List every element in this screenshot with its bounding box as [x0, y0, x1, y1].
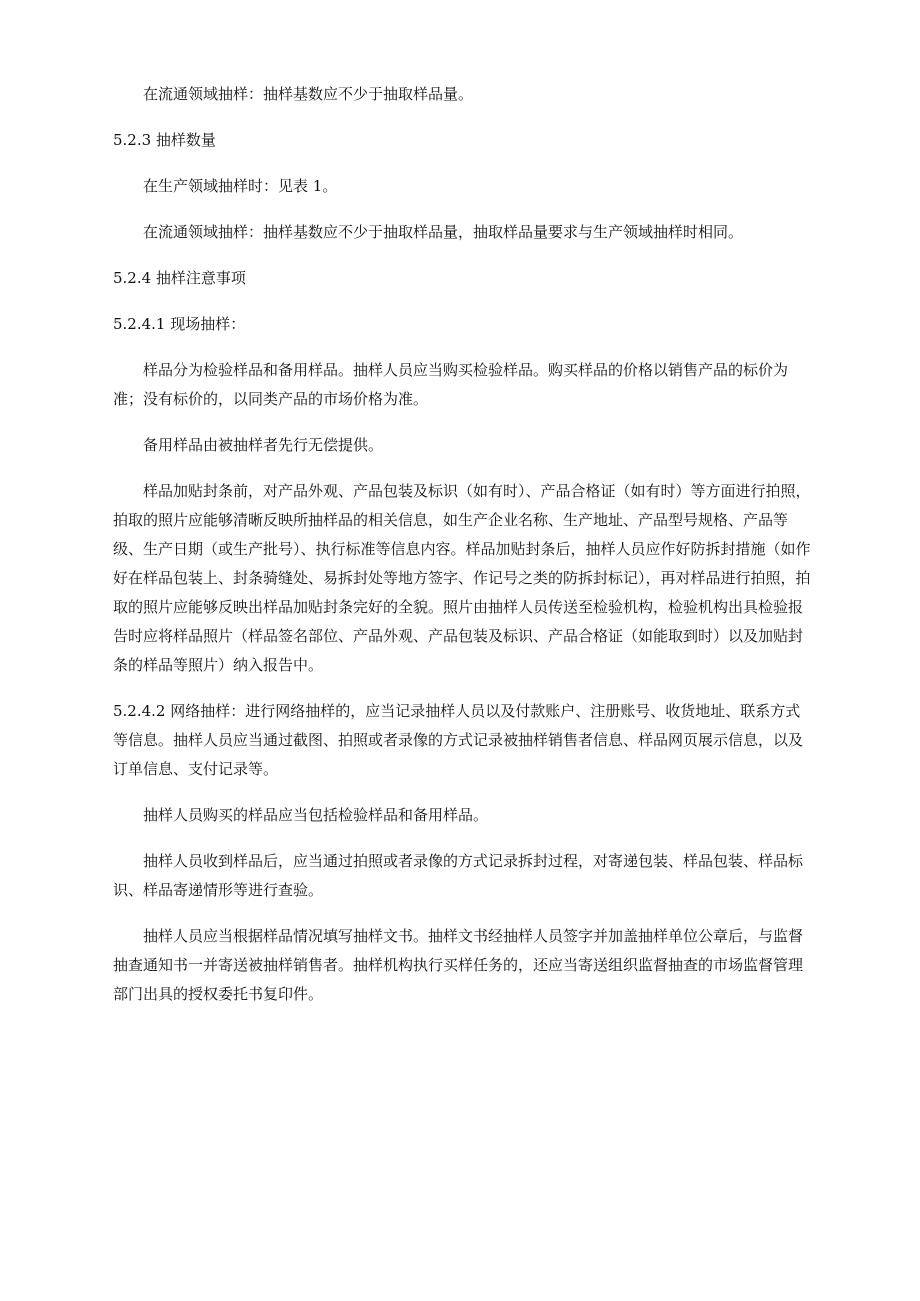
- section-5-2-4-2-online-sampling: 5.2.4.2 网络抽样：进行网络抽样的，应当记录抽样人员以及付款账户、注册账号、收货地址、联系方式等信息。抽样人员应当通过截图、拍照或者录像的方式记录被抽样销售者信息、样品网页展示信息，以及订单信息、支付记录等。: [113, 702, 804, 778]
- section-heading-5-2-4-1: 5.2.4.1 现场抽样：: [113, 315, 246, 333]
- paragraph-circulation-sampling-quantity: 在流通领域抽样：抽样基数应不少于抽取样品量，抽取样品量要求与生产领域抽样时相同。: [143, 223, 744, 241]
- section-heading-5-2-4: 5.2.4 抽样注意事项: [113, 269, 246, 287]
- paragraph-circulation-sampling-base: 在流通领域抽样：抽样基数应不少于抽取样品量。: [143, 85, 474, 103]
- paragraph-production-sampling-table: 在生产领域抽样时：见表 1。: [143, 177, 338, 195]
- paragraph-purchased-samples: 抽样人员购买的样品应当包括检验样品和备用样品。: [143, 806, 489, 824]
- paragraph-backup-samples: 备用样品由被抽样者先行无偿提供。: [143, 436, 384, 454]
- paragraph-sampling-documents: 抽样人员应当根据样品情况填写抽样文书。抽样文书经抽样人员签字并加盖抽样单位公章后，与监督抽查通知书一并寄送被抽样销售者。抽样机构执行买样任务的，还应当寄送组织监督抽查的市场监督管理部门出具的授权委托书复印件。: [113, 927, 804, 1003]
- section-heading-5-2-3: 5.2.3 抽样数量: [113, 131, 216, 149]
- paragraph-photo-requirements: 样品加贴封条前，对产品外观、产品包装及标识（如有时）、产品合格证（如有时）等方面进行拍照，拍取的照片应能够清晰反映所抽样品的相关信息，如生产企业名称、生产地址、产品型号规格、产品等级、生产日期（或生产批号）、执行标准等信息内容。样品加贴封条后，抽样人员应作好防拆封措施（如作好在样品包装上、封条骑缝处、易拆封处等地方签字、作记号之类的防拆封标记），再对样品进行拍照，拍取的照片应能够反映出样品加贴封条完好的全貌。照片由抽样人员传送至检验机构，检验机构出具检验报告时应将样品照片（样品签名部位、产品外观、产品包装及标识、产品合格证（如能取到时）以及加贴封条的样品等照片）纳入报告中。: [113, 482, 811, 674]
- paragraph-unpacking-record: 抽样人员收到样品后，应当通过拍照或者录像的方式记录拆封过程，对寄递包装、样品包装、样品标识、样品寄递情形等进行查验。: [113, 852, 804, 899]
- document-body: [113, 80, 813, 1024]
- paragraph-sample-types: 样品分为检验样品和备用样品。抽样人员应当购买检验样品。购买样品的价格以销售产品的标价为准；没有标价的，以同类产品的市场价格为准。: [113, 361, 789, 408]
